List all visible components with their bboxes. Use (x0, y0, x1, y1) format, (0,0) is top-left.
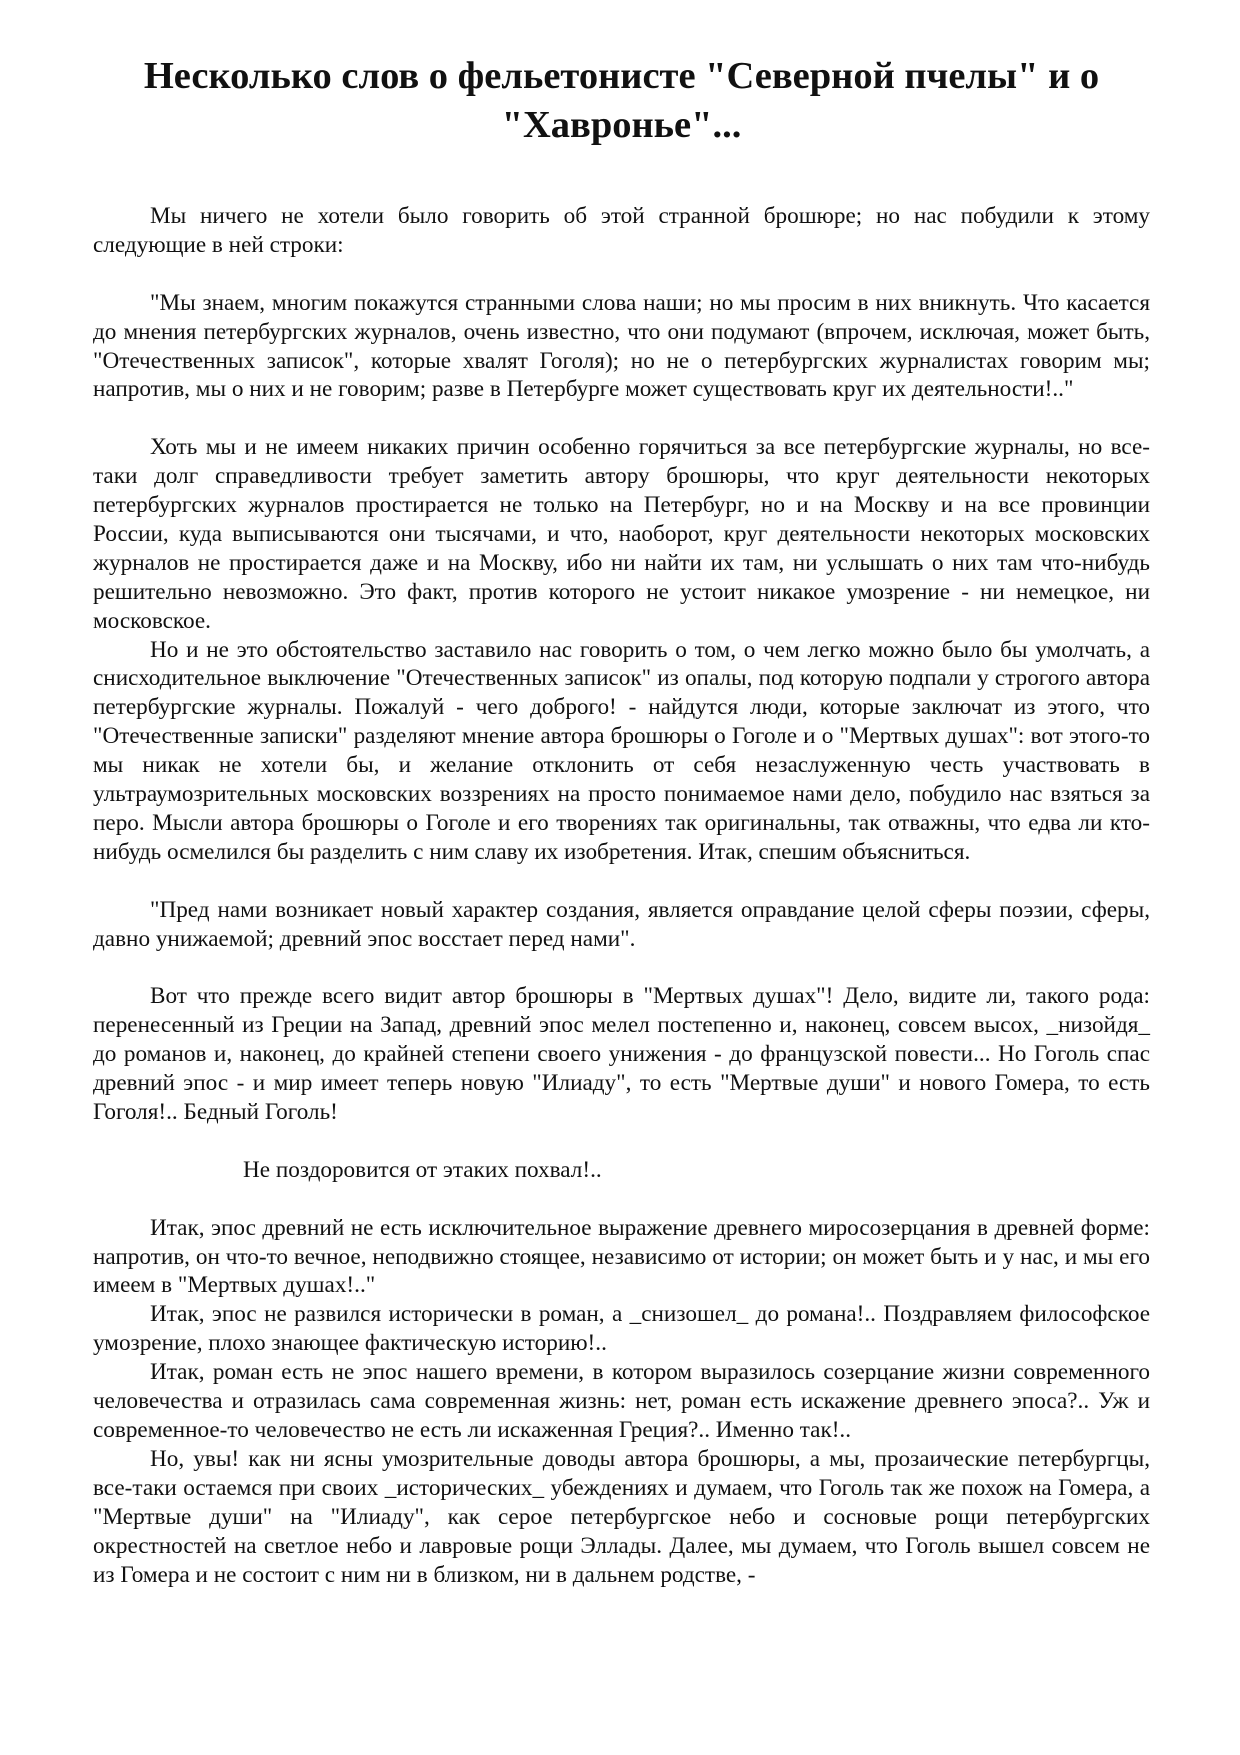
quote-2: "Пред нами возникает новый характер создания, является оправдание целой сферы поэзии, сферы, давно унижаемой; древний эпос восстает перед нами". (93, 896, 1150, 952)
paragraph-1: Мы ничего не хотели было говорить об этой странной брошюре; но нас побудили к этому следующие в ней строки: (93, 203, 1150, 258)
paragraph-6: Вот что прежде всего видит автор брошюры в "Мертвых душах"! Дело, видите ли, такого рода: перенесенный из Греции на Запад, древний эпос мелел постепенно и, наконец, совсем высох, _низойдя_ до романов и, наконец, до крайней степени своего унижения - до французской повести... Но Гоголь спас древний эпос - и мир имеет теперь новую "Илиаду", то есть "Мертвые души" и нового Гомера, то есть Гоголя!.. Бедный Гоголь! (93, 983, 1150, 1126)
paragraph-gap (93, 1127, 1150, 1156)
paragraph-11: Но, увы! как ни ясны умозрительные доводы автора брошюры, а мы, прозаические петербургцы, все-таки остаемся при своих _исторических_ убеждениях и думаем, что Гоголь так же похож на Гомера, а "Мертвые души" на "Илиаду", как серое петербургское небо и сосновые рощи петербургских окрестностей на светлое небо и лавровые рощи Эллады. Далее, мы думаем, что Гоголь вышел совсем не из Гомера и не состоит с ним ни в близком, ни в дальнем родстве, - (93, 1445, 1150, 1588)
document-title: Несколько слов о фельетонисте "Северной пчелы" и о "Хавронье"... (143, 55, 1100, 146)
epigraph-line: Не поздоровится от этаких похвал!.. (243, 1156, 602, 1183)
paragraph-8: Итак, эпос древний не есть исключительное выражение древнего миросозерцания в древней форме: напротив, он что-то вечное, неподвижно стоящее, независимо от истории; он может быть и у нас, и мы его имеем в "Мертвых душах!.." (93, 1214, 1150, 1299)
paragraph-9: Итак, эпос не развился исторически в роман, а _снизошел_ до романа!.. Поздравляем философское умозрение, плохо знающее фактическую историю!.. (93, 1301, 1150, 1357)
paragraph-gap (93, 260, 1150, 289)
paragraph-gap (93, 404, 1150, 433)
quote-1: "Мы знаем, многим покажутся странными слова наши; но мы просим в них вникнуть. Что касается до мнения петербургских журналов, очень известно, что они подумают (впрочем, исключая, может быть, "Отечественных записок", которые хвалят Гоголя); но не о петербургских журналистах говорим мы; напротив, мы о них и не говорим; разве в Петербурге может существовать круг их деятельности!.." (93, 289, 1150, 403)
document-page (93, 52, 1150, 1589)
document-body (93, 202, 1150, 1589)
paragraph-4: Но и не это обстоятельство заставило нас говорить о том, о чем легко можно было бы умолчать, а снисходительное выключение "Отечественных записок" из опалы, под которую подпали у строгого автора петербургские журналы. Пожалуй - чего доброго! - найдутся люди, которые заключат из этого, что "Отечественные записки" разделяют мнение автора брошюры о Гоголе и о "Мертвых душах": вот этого-то мы никак не хотели бы, и желание отклонить от себя незаслуженную честь участвовать в ультраумозрительных московских воззрениях на просто понимаемое нами дело, побудило нас взяться за перо. Мысли автора брошюры о Гоголе и его творениях так оригинальны, так отважны, что едва ли кто-нибудь осмелился бы разделить с ним славу их изобретения. Итак, спешим объясниться. (93, 636, 1150, 865)
paragraph-gap (93, 867, 1150, 896)
paragraph-3: Хоть мы и не имеем никаких причин особенно горячиться за все петербургские журналы, но все-таки долг справедливости требует заметить автору брошюры, что круг деятельности некоторых петербургских журналов простирается не только на Петербург, но и на Москву и на все провинции России, куда выписываются они тысячами, и что, наоборот, круг деятельности некоторых московских журналов не простирается даже и на Москву, ибо ни найти их там, ни услышать о них там что-нибудь решительно невозможно. Это факт, против которого не устоит никакое умозрение - ни немецкое, ни московское. (93, 434, 1150, 634)
paragraph-10: Итак, роман есть не эпос нашего времени, в котором выразилось созерцание жизни современного человечества и отразилась сама современная жизнь: нет, роман есть искажение древнего эпоса?.. Уж и современное-то человечество не есть ли искаженная Греция?.. Именно так!.. (93, 1359, 1150, 1443)
paragraph-gap (93, 1185, 1150, 1214)
paragraph-gap (93, 954, 1150, 983)
